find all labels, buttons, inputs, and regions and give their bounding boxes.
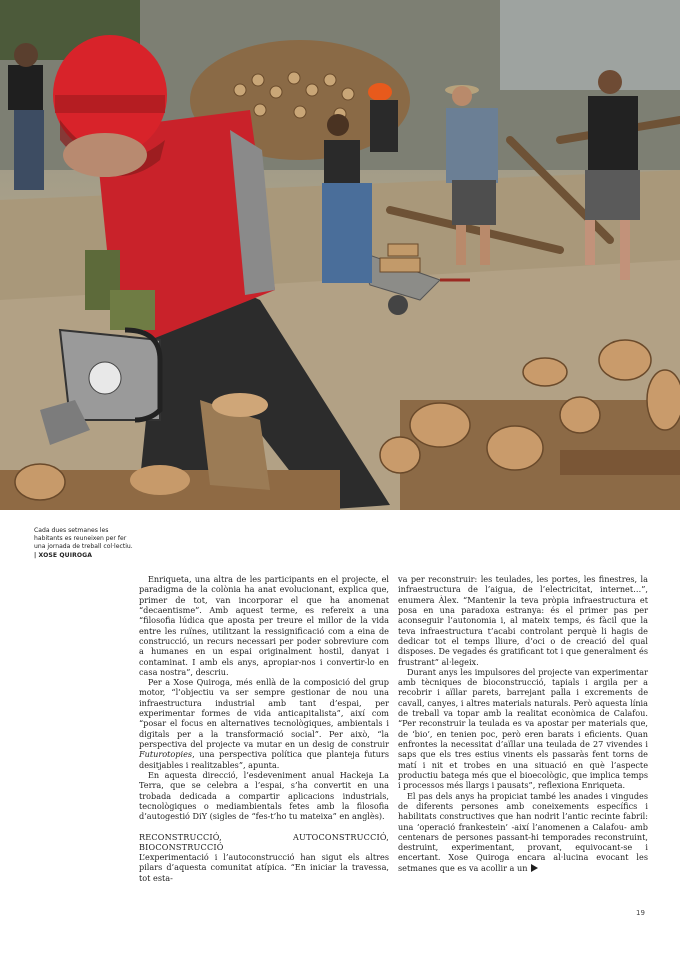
photo-caption [34,527,134,560]
background-building [500,0,680,90]
paragraph-text: Per a Xose Quiroga, més enllà de la composició del grup motor, “l’objectiu va ser sempre gestionar de nou una infraestructura industrial amb tant d’espai, per experimentar formes de vida anticapitalista”, així com “posar el focus en alternatives tecnològiques, ambientals i digitals per a la transformació social”. Per això, “la perspectiva del projecte va mutar en un desig de construir [139,677,389,749]
paragraph: va per reconstruir: les teulades, les portes, les finestres, la infraestructura de l’aigua, de l’electricitat, internet…”, enumera Àlex. “Mantenir la teva pròpia infraestructura et posa en una paradoxa estranya: és el primer pas per aconseguir l’autonomia i, al mateix temps, és fàcil que la teva infraestructura t’acabi controlant perquè li hagis de dedicar tot el temps lliure, d’oci o de creació del qual disposes. De vegades és gratificant tot i que generalment és frustrant” al·legeix. [398,574,648,667]
caption-credit: | XOSE QUIROGA [34,551,93,559]
italic-term: Futurotopies [139,749,193,760]
paragraph: En aquesta direcció, l’esdeveniment anual Hackeja La Terra, que se celebra a l’espai, s’ha convertit en una trobada dedicada a compartir aplicacions industrials, tecnològiques o mediambientals fetes amb la filosofia d’autogestió DiY (sigles de “fes-t’ho tu mateixa” en anglès). [139,769,389,822]
article-column-2 [398,574,648,873]
continue-arrow-icon [531,864,538,872]
caption-text: Cada dues setmanes les habitants es reuneixen per fer una jornada de treball col·lectiu. [34,527,133,551]
article-column-1 [139,574,389,883]
section-subheading: RECONSTRUCCIÓ, AUTOCONSTRUCCIÓ, BIOCONSTRUCCIÓ [139,831,389,852]
paragraph: L’experimentació i l’autoconstrucció han sigut els altres pilars d’aquesta comunitat atípica. “En iniciar la travessa, tot esta- [139,852,389,883]
paragraph: Durant anys les impulsores del projecte van experimentar amb tècniques de bioconstrucció, tapials i argila per a recobrir i aïllar parets, barrejant palla i excrements de cavall, canyes, i altres materials naturals. Però aquesta línia de treball va topar amb la realitat econòmica de Calafou. “Per reconstruir la teulada es va apostar per materials que, de ‘bio’, en tenien poc, però eren barats i eficients. Quan enfrontes la necessitat d’aïllar una teulada de 27 vivendes i saps que els tres estius vinents els passaràs fent torns de matí i nit et trobes en una situació en què l’aspecte productiu batega més que el bioecològic, que implica temps i processos més llargs i pausats”, reflexiona Enriqueta. [398,666,648,791]
paragraph-text: , una perspectiva política que planteja futurs desitjables i realitzables”, apunta. [139,749,389,770]
paragraph [139,677,389,770]
paragraph-text: El pas dels anys ha propiciat també les anades i vingudes de diferents persones amb coneixements específics i habilitats constructives que han nodrit l’antic recinte fabril: una ‘operació frankestein’ -així l’anomenen a Calafou- amb centenars de persones passant-hi temporades reconstruint, destruint, experimentant, provant, equivocant-se i encertant. Xose Quiroga encara al·lucina evocant les setmanes que es va acollir a un [398,790,648,873]
paragraph [398,791,648,874]
page-number: 19 [636,909,645,917]
paragraph: Enriqueta, una altra de les participants en el projecte, el paradigma de la colònia ha anat evolucionant, explica que, primer de tot, van incorporar el que ha anomenat “decaentisme”. Amb aquest terme, es refereix a una “filosofia lúdica que aposta per treure el millor de la vida entre les ruïnes, utilitzant la ressignificació com a eina de construcció, un recurs necessari per poder sobreviure com a humanes en un espai originalment hostil, danyat i contaminat. I amb els anys, apropiar-nos i convertir-lo en casa nostra”, descriu. [139,574,389,677]
